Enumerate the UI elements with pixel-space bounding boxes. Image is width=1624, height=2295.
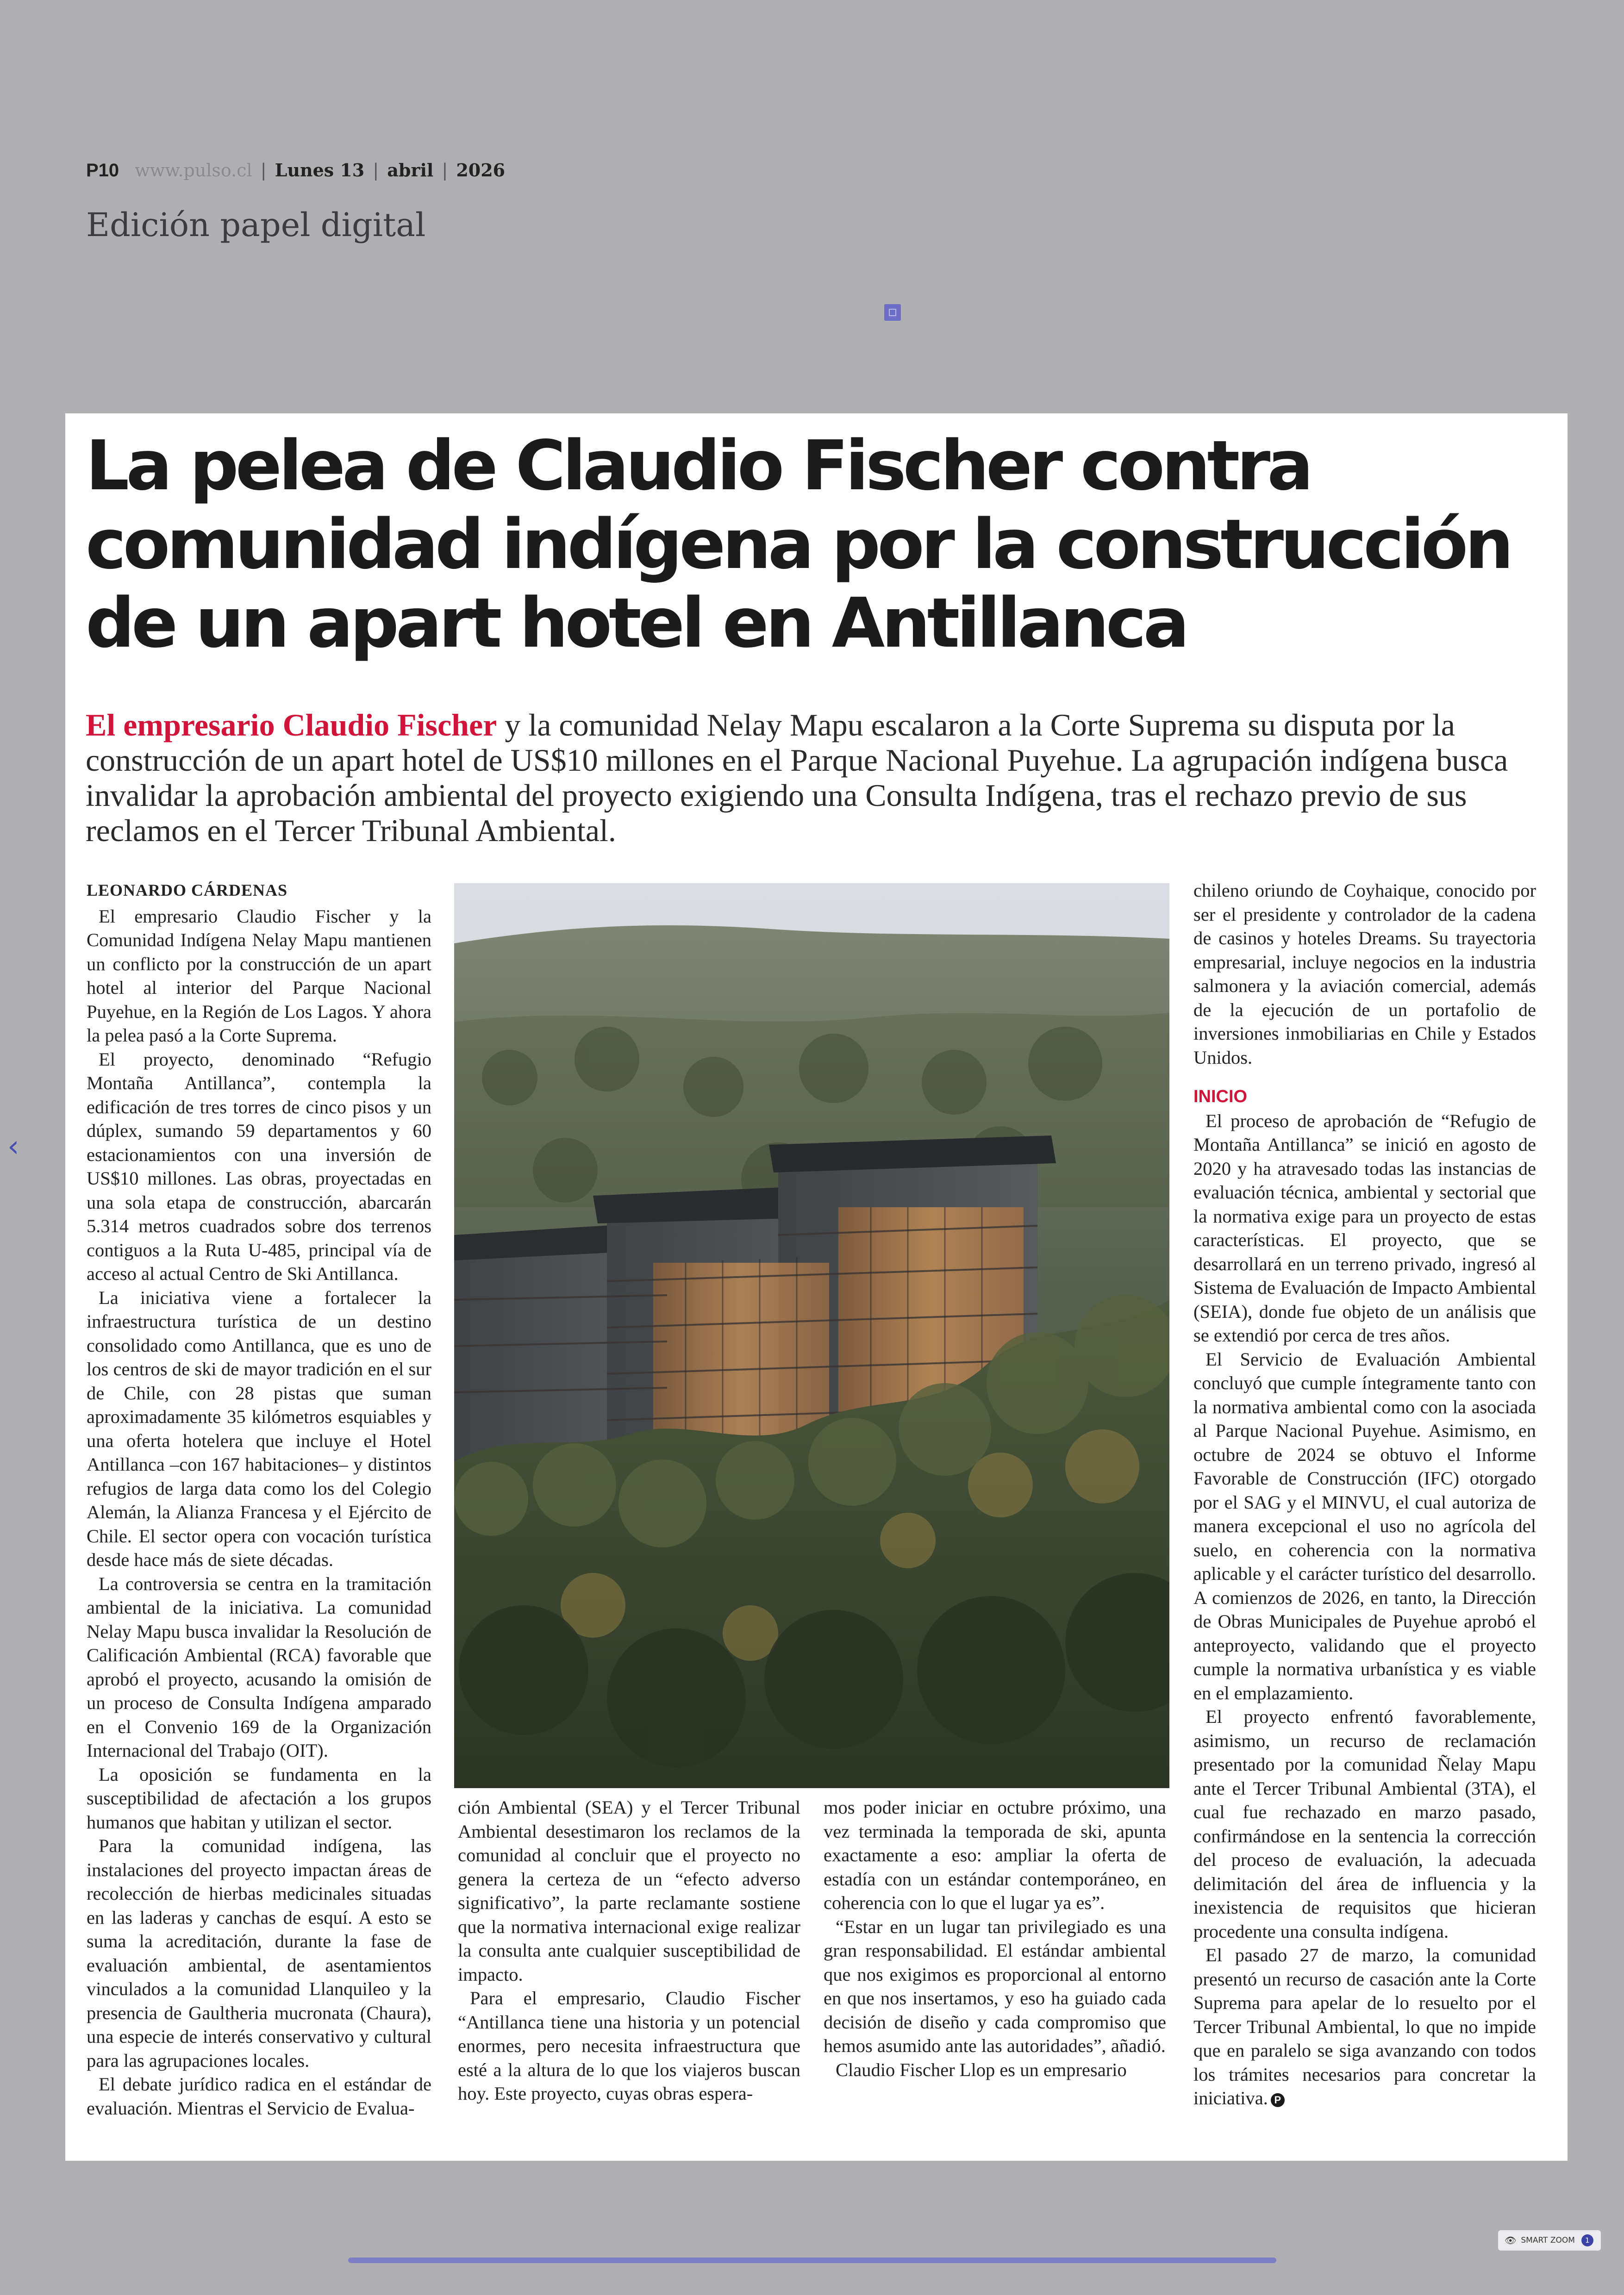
paragraph: La iniciativa viene a fortalecer la infraestructura turística de un destino consolidado como Antillanca, que es uno de los centros de ski de mayor tradición en el sur de Chile, con 28 pistas que suman aproximadamente 35 kilómetros esquiables y una oferta hotelera que incluye el Hotel Antillanca –con 167 habitaciones– y distintos refugios de larga data como los del Colegio Alemán, la Alianza Francesa y el Ejército de Chile. El sector opera con vocación turística desde hace más de siete décadas. — [87, 1287, 431, 1570]
article-lead — [86, 707, 1525, 848]
article-column-3 — [824, 1796, 1166, 2082]
paragraph: El debate jurídico radica en el estándar de evaluación. Mientras el Servicio de Evalua- — [87, 2074, 431, 2119]
section-subhead: INICIO — [1193, 1087, 1248, 1106]
paragraph: El proceso de aprobación de “Refugio de Montaña Antillanca” se inició en agosto de 2020 y ha atravesado todas las instancias de evaluación técnica, ambiental y sectorial que la normativa exige para un proyecto de estas características. El proyecto, que se desarrollará en un terreno privado, ingresó al Sistema de Evaluación de Impacto Ambiental (SEIA), donde fue objeto de un análisis que se extendió por cerca de tres años. — [1193, 1110, 1536, 1346]
previous-page-arrow-icon[interactable]: ‹ — [7, 1129, 19, 1164]
paragraph: El proyecto, denominado “Refugio Montaña Antillanca”, contempla la edificación de tres torres de cinco pisos y un dúplex, sumando 59 departamentos y 60 estacionamientos con una inversión de US$10 millones. Las obras, proyectadas en una sola etapa de construcción, abarcarán 5.314 metros cuadrados sobre dos terrenos contiguos a la Ruta U-485, principal vía de acceso al actual Centro de Ski Antillanca. — [87, 1048, 431, 1284]
paragraph: Claudio Fischer Llop es un empresario — [836, 2059, 1127, 2080]
date-day: Lunes 13 — [275, 160, 365, 181]
lead-text: y la comunidad Nelay Mapu escalaron a la Corte Suprema su disputa por la construcción de un apart hotel de US$10 millones en el Parque Nacional Puyehue. La agrupación indígena busca invalidar la aprobación ambiental del proyecto exigiendo una Consulta Indígena, tras el rechazo previo de sus reclamos en el Tercer Tribunal Ambiental. — [86, 707, 1508, 848]
hotel-rendering-image — [454, 883, 1169, 1788]
newspaper-page — [65, 413, 1568, 2161]
paragraph — [1193, 1943, 1536, 2110]
article-column-2 — [458, 1796, 800, 2106]
page-marker-icon[interactable] — [884, 304, 901, 321]
paragraph: La oposición se fundamenta en la susceptibilidad de afectación a los grupos humanos que habitan y utilizan el sector. — [87, 1764, 431, 1833]
paragraph: La controversia se centra en la tramitación ambiental de la iniciativa. La comunidad Nelay Mapu busca invalidar la Resolución de Calificación Ambiental (RCA) favorable que aprobó el proyecto, acusando la omisión de un proceso de Consulta Indígena amparado en el Convenio 169 de la Organización Internacional del Trabajo (OIT). — [87, 1573, 431, 1761]
website-link[interactable]: www.pulso.cl — [135, 160, 252, 181]
date-month: abril — [387, 160, 434, 181]
paragraph: ción Ambiental (SEA) y el Tercer Tribunal Ambiental desestimaron los reclamos de la comunidad al concluir que el proyecto no genera la certeza de un “efecto adverso significativo”, la parte reclamante sostiene que la normativa internacional exige realizar la consulta ante cualquier susceptibilidad de impacto. — [458, 1797, 800, 1985]
page-header: P10 www.pulso.cl | Lunes 13 | abril | 2026 — [86, 160, 506, 181]
end-of-article-icon: P — [1271, 2093, 1285, 2107]
paragraph: Para el empresario, Claudio Fischer “Antillanca tiene una historia y un potencial enormes, pero necesita infraestructura que esté a la altura de lo que los viajeros buscan hoy. Este proyecto, cuyas obras espera- — [458, 1988, 800, 2104]
paragraph: El proyecto enfrentó favorablemente, asimismo, un recurso de reclamación presentado por la comunidad Ñelay Mapu ante el Tercer Tribunal Ambiental (3TA), el cual fue rechazado en marzo pasado, confirmándose en la sentencia la corrección del proceso de evaluación, la adecuada delimitación del área de influencia y la inexistencia de requisitos que hicieran procedente una consulta indígena. — [1193, 1706, 1536, 1942]
eye-icon: 👁 — [1505, 2235, 1517, 2246]
page-number: P10 — [86, 160, 119, 181]
paragraph: El Servicio de Evaluación Ambiental concluyó que cumple íntegramente tanto con la normativa ambiental como con la asociada al Parque Nacional Puyehue. Asimismo, en octubre de 2024 se obtuvo el Informe Favorable de Construcción (IFC) otorgado por el SAG y el MINVU, el cual autoriza de manera excepcional el uso no agrícola del suelo, en coherencia con la normativa aplicable y el carácter turístico del desarrollo. A comienzos de 2026, en tanto, la Dirección de Obras Municipales de Puyehue aprobó el anteproyecto, validando que el proyecto cumple la normativa urbanística y es viable en el emplazamiento. — [1193, 1348, 1536, 1703]
paragraph: mos poder iniciar en octubre próximo, una vez terminada la temporada de ski, apunta exactamente a eso: ampliar la oferta de estadía con un estándar contemporáneo, en coherencia con lo que el lugar ya es”. — [824, 1797, 1166, 1913]
paragraph: chileno oriundo de Coyhaique, conocido por ser el presidente y controlador de la cadena de casinos y hoteles Dreams. Su trayectoria empresarial, incluye negocios en la industria salmonera y la aviación comercial, además de la ejecución de un portafolio de inversiones inmobiliarias en Chile y Estados Unidos. — [1193, 880, 1536, 1068]
article-column-4 — [1193, 879, 1536, 2110]
paragraph: El empresario Claudio Fischer y la Comunidad Indígena Nelay Mapu mantienen un conflicto por la construcción de un apart hotel al interior del Parque Nacional Puyehue, en la Región de Los Lagos. Y ahora la pelea pasó a la Corte Suprema. — [87, 905, 431, 1046]
article-headline: La pelea de Claudio Fischer contra comunidad indígena por la construcción de un apart hotel en Antillanca — [86, 426, 1511, 663]
paragraph: Para la comunidad indígena, las instalaciones del proyecto impactan áreas de recolección de hierbas medicinales situadas en las laderas y canchas de esquí. A esto se suma la acreditación, durante la fase de evaluación ambiental, de asentamientos vinculados a la comunidad Llanquileo y la presencia de Gaultheria mucronata (Chaura), una especie de interés conservativo y cultural para las agrupaciones locales. — [87, 1835, 431, 2071]
edition-label: Edición papel digital — [86, 206, 426, 244]
paragraph: “Estar en un lugar tan privilegiado es una gran responsabilidad. El estándar ambiental que nos exigimos es proporcional al entorno en que nos insertamos, y eso ha guiado cada decisión de diseño y cada compromiso que hemos asumido ante las autoridades”, añadió. — [824, 1916, 1166, 2056]
date-year: 2026 — [456, 160, 506, 181]
paragraph-text: El pasado 27 de marzo, la comunidad presentó un recurso de casación ante la Corte Suprema para apelar de lo resuelto por el Tercer Tribunal Ambiental, lo que no impide que en paralelo se siga avanzando con todos los trámites necesarios para concretar la iniciativa. — [1193, 1945, 1536, 2108]
smart-zoom-label: SMART ZOOM — [1521, 2236, 1575, 2245]
hotel-rendering-photo — [454, 883, 1169, 1788]
smart-zoom-button[interactable] — [1498, 2230, 1601, 2251]
horizontal-scrollbar[interactable] — [348, 2258, 1276, 2263]
byline: LEONARDO CÁRDENAS — [87, 881, 288, 899]
lead-highlight: El empresario Claudio Fischer — [86, 707, 497, 742]
article-column-1 — [87, 879, 431, 2120]
info-badge-icon: 1 — [1581, 2234, 1593, 2246]
